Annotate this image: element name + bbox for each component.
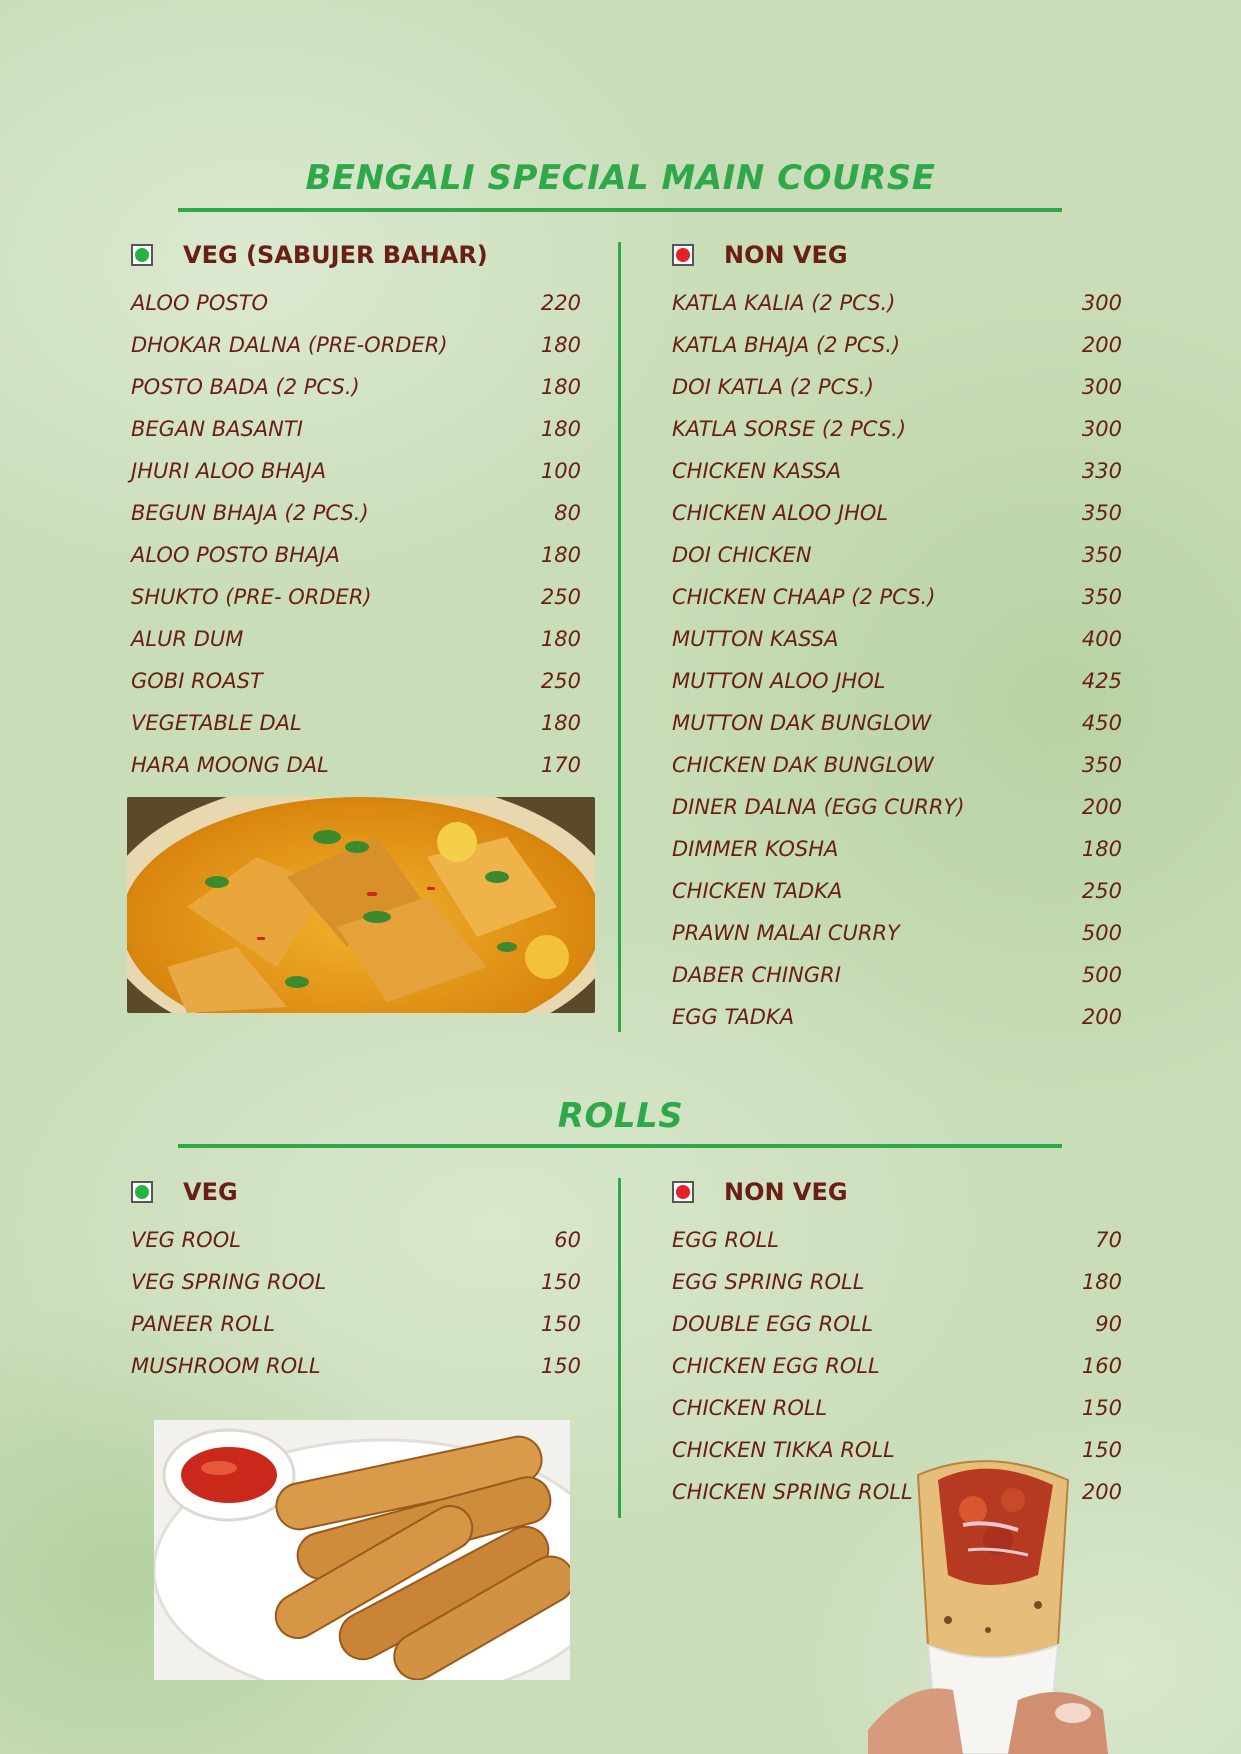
menu-item-price: 180 <box>540 375 581 399</box>
rolls-veg-column <box>131 1177 581 1387</box>
menu-item-name: DOI KATLA (2 PCS.) <box>672 375 874 399</box>
menu-item-name: CHICKEN DAK BUNGLOW <box>672 753 934 777</box>
menu-item-price: 160 <box>1081 1354 1122 1378</box>
menu-item <box>672 282 1122 324</box>
menu-item-name: ALOO POSTO BHAJA <box>131 543 340 567</box>
main-nonveg-list <box>672 282 1122 1038</box>
menu-item-name: DABER CHINGRI <box>672 963 841 987</box>
rolls-divider <box>178 1144 1062 1148</box>
menu-item-name: MUTTON DAK BUNGLOW <box>672 711 932 735</box>
menu-item <box>672 1303 1122 1345</box>
menu-item <box>131 450 581 492</box>
menu-item <box>672 408 1122 450</box>
menu-item <box>131 744 581 786</box>
chicken-roll-illustration <box>868 1455 1108 1754</box>
menu-item-price: 200 <box>1081 1005 1122 1029</box>
menu-item-price: 425 <box>1081 669 1122 693</box>
rolls-nonveg-heading-label: NON VEG <box>724 1178 848 1206</box>
menu-item <box>672 324 1122 366</box>
menu-item-name: HARA MOONG DAL <box>131 753 329 777</box>
menu-item-price: 250 <box>1081 879 1122 903</box>
menu-item-name: EGG SPRING ROLL <box>672 1270 865 1294</box>
nonveg-indicator-icon <box>672 1181 694 1203</box>
menu-item-name: ALUR DUM <box>131 627 244 651</box>
rolls-veg-list <box>131 1219 581 1387</box>
menu-item-price: 350 <box>1081 543 1122 567</box>
menu-item-name: CHICKEN TADKA <box>672 879 843 903</box>
menu-item-name: CHICKEN SPRING ROLL <box>672 1480 913 1504</box>
menu-item <box>131 1345 581 1387</box>
menu-item-price: 350 <box>1081 501 1122 525</box>
menu-item <box>131 1219 581 1261</box>
rolls-veg-heading-label: VEG <box>183 1178 238 1206</box>
main-veg-heading <box>131 240 581 270</box>
menu-item-price: 180 <box>1081 837 1122 861</box>
menu-item-price: 170 <box>540 753 581 777</box>
rolls-column-divider <box>618 1178 621 1518</box>
menu-item-price: 180 <box>540 543 581 567</box>
menu-item <box>131 1261 581 1303</box>
menu-item <box>672 828 1122 870</box>
menu-item <box>672 702 1122 744</box>
menu-item <box>131 534 581 576</box>
menu-item-name: DINER DALNA (EGG CURRY) <box>672 795 965 819</box>
menu-item <box>672 786 1122 828</box>
menu-item-price: 200 <box>1081 1480 1122 1504</box>
menu-item-price: 150 <box>540 1354 581 1378</box>
menu-item-name: MUSHROOM ROLL <box>131 1354 321 1378</box>
main-veg-heading-label: VEG (SABUJER BAHAR) <box>183 241 488 269</box>
menu-item-name: VEG SPRING ROOL <box>131 1270 327 1294</box>
menu-item-name: DOI CHICKEN <box>672 543 812 567</box>
menu-item <box>672 576 1122 618</box>
menu-item-name: ALOO POSTO <box>131 291 269 315</box>
menu-item <box>672 618 1122 660</box>
menu-item <box>672 912 1122 954</box>
menu-item-price: 500 <box>1081 963 1122 987</box>
menu-item <box>672 1219 1122 1261</box>
menu-item-price: 180 <box>540 711 581 735</box>
menu-item-price: 300 <box>1081 375 1122 399</box>
menu-item-name: VEG ROOL <box>131 1228 241 1252</box>
menu-item-name: BEGUN BHAJA (2 PCS.) <box>131 501 369 525</box>
menu-item-price: 150 <box>1081 1438 1122 1462</box>
nonveg-indicator-icon <box>672 244 694 266</box>
menu-item-name: CHICKEN ROLL <box>672 1396 828 1420</box>
menu-item-name: SHUKTO (PRE- ORDER) <box>131 585 372 609</box>
main-nonveg-heading <box>672 240 1122 270</box>
menu-item-name: CHICKEN KASSA <box>672 459 842 483</box>
menu-item <box>672 870 1122 912</box>
menu-item-price: 200 <box>1081 333 1122 357</box>
menu-item-name: KATLA SORSE (2 PCS.) <box>672 417 907 441</box>
menu-item <box>672 534 1122 576</box>
menu-item <box>131 282 581 324</box>
menu-item-price: 330 <box>1081 459 1122 483</box>
menu-item-name: DIMMER KOSHA <box>672 837 839 861</box>
menu-item-name: MUTTON ALOO JHOL <box>672 669 886 693</box>
menu-item-price: 500 <box>1081 921 1122 945</box>
menu-item <box>131 702 581 744</box>
rolls-title: ROLLS <box>557 1096 684 1136</box>
menu-item <box>131 618 581 660</box>
menu-item-name: BEGAN BASANTI <box>131 417 303 441</box>
menu-item-name: KATLA BHAJA (2 PCS.) <box>672 333 901 357</box>
curry-illustration <box>127 797 595 1013</box>
menu-item-name: PRAWN MALAI CURRY <box>672 921 900 945</box>
spring-rolls-illustration <box>154 1420 570 1680</box>
menu-item-price: 300 <box>1081 291 1122 315</box>
menu-item <box>672 1345 1122 1387</box>
menu-item-name: JHURI ALOO BHAJA <box>131 459 327 483</box>
menu-item-name: DHOKAR DALNA (PRE-ORDER) <box>131 333 448 357</box>
menu-item-price: 150 <box>540 1312 581 1336</box>
main-veg-column <box>131 240 581 786</box>
menu-item-name: GOBI ROAST <box>131 669 263 693</box>
menu-item-price: 350 <box>1081 753 1122 777</box>
rolls-nonveg-heading <box>672 1177 1122 1207</box>
main-course-title: BENGALI SPECIAL MAIN COURSE <box>305 158 936 198</box>
rolls-veg-heading <box>131 1177 581 1207</box>
main-course-divider <box>178 208 1062 212</box>
menu-item <box>131 576 581 618</box>
menu-item <box>131 660 581 702</box>
menu-item <box>672 366 1122 408</box>
menu-item-price: 200 <box>1081 795 1122 819</box>
veg-indicator-icon <box>131 1181 153 1203</box>
menu-item-name: DOUBLE EGG ROLL <box>672 1312 874 1336</box>
menu-item-price: 70 <box>1095 1228 1122 1252</box>
menu-item-price: 180 <box>1081 1270 1122 1294</box>
menu-item-name: POSTO BADA (2 PCS.) <box>131 375 360 399</box>
menu-item-name: CHICKEN CHAAP (2 PCS.) <box>672 585 936 609</box>
menu-item-price: 400 <box>1081 627 1122 651</box>
menu-item <box>131 366 581 408</box>
menu-item-price: 150 <box>540 1270 581 1294</box>
menu-item <box>131 324 581 366</box>
menu-item <box>672 996 1122 1038</box>
menu-item-price: 180 <box>540 417 581 441</box>
menu-item-price: 100 <box>540 459 581 483</box>
menu-item-name: VEGETABLE DAL <box>131 711 302 735</box>
menu-item <box>672 954 1122 996</box>
menu-item <box>672 744 1122 786</box>
menu-item <box>672 1261 1122 1303</box>
menu-item-name: CHICKEN TIKKA ROLL <box>672 1438 895 1462</box>
menu-item <box>131 408 581 450</box>
menu-item-name: MUTTON KASSA <box>672 627 839 651</box>
menu-item <box>672 450 1122 492</box>
menu-item-price: 60 <box>554 1228 581 1252</box>
menu-item <box>672 492 1122 534</box>
menu-item-price: 250 <box>540 669 581 693</box>
menu-item-name: CHICKEN ALOO JHOL <box>672 501 889 525</box>
menu-item-name: PANEER ROLL <box>131 1312 276 1336</box>
main-nonveg-heading-label: NON VEG <box>724 241 848 269</box>
curry-photo <box>127 797 595 1013</box>
main-veg-list <box>131 282 581 786</box>
veg-indicator-icon <box>131 244 153 266</box>
menu-item-price: 180 <box>540 333 581 357</box>
chicken-roll-photo <box>868 1455 1108 1754</box>
menu-item-price: 450 <box>1081 711 1122 735</box>
menu-item <box>672 1387 1122 1429</box>
menu-item-name: CHICKEN EGG ROLL <box>672 1354 880 1378</box>
menu-item-price: 350 <box>1081 585 1122 609</box>
menu-item-price: 80 <box>554 501 581 525</box>
main-nonveg-column <box>672 240 1122 1038</box>
spring-rolls-photo <box>154 1420 570 1680</box>
menu-item-price: 300 <box>1081 417 1122 441</box>
menu-item <box>131 1303 581 1345</box>
menu-item-name: EGG TADKA <box>672 1005 795 1029</box>
menu-item-price: 220 <box>540 291 581 315</box>
menu-item-price: 180 <box>540 627 581 651</box>
menu-item <box>672 660 1122 702</box>
menu-item-name: EGG ROLL <box>672 1228 780 1252</box>
main-course-column-divider <box>618 242 621 1032</box>
menu-item-name: KATLA KALIA (2 PCS.) <box>672 291 896 315</box>
menu-item-price: 250 <box>540 585 581 609</box>
menu-item-price: 150 <box>1081 1396 1122 1420</box>
menu-item <box>131 492 581 534</box>
menu-item-price: 90 <box>1095 1312 1122 1336</box>
